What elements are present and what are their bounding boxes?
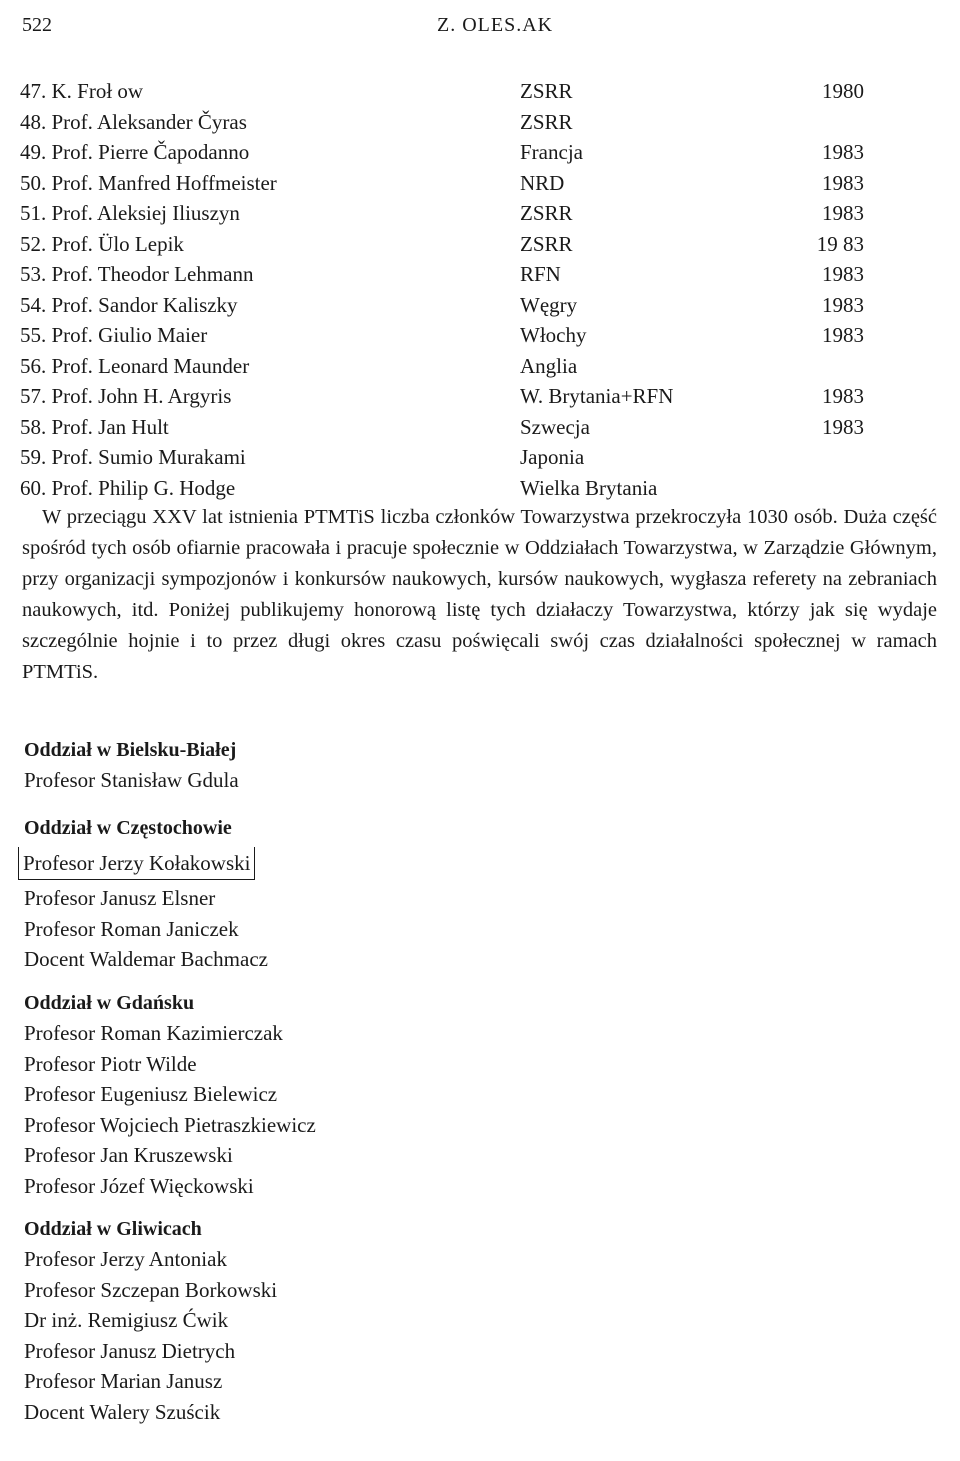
member-name-boxed: Profesor Jerzy Kołakowski [18, 847, 255, 880]
member-year: 1983 [822, 323, 864, 347]
member-country: Szwecja [520, 414, 590, 439]
member-country: ZSRR [520, 201, 573, 225]
member-name: Profesor Józef Więckowski [24, 1173, 254, 1198]
member-country: Francja [520, 140, 583, 164]
member-year: 1983 [822, 201, 864, 225]
list-item [20, 381, 900, 412]
section-heading: Oddział w Gdańsku [24, 992, 195, 1014]
list-item [20, 442, 900, 473]
member-name: Dr inż. Remigiusz Ćwik [24, 1308, 229, 1332]
member-name: Profesor Roman Janiczek [24, 916, 239, 941]
member-name: Profesor Roman Kazimierczak [24, 1021, 283, 1045]
member-name: Docent Walery Szuścik [24, 1399, 221, 1424]
member-year: 1983 [822, 292, 864, 317]
list-item [20, 198, 900, 229]
member-name: Profesor Janusz Elsner [24, 886, 216, 910]
member-year: 1983 [822, 384, 864, 408]
member-country: Anglia [520, 353, 578, 378]
list-item [20, 229, 900, 260]
member-year: 1983 [822, 170, 864, 195]
member-country: W. Brytania+RFN [520, 384, 674, 408]
member-name: Profesor Szczepan Borkowski [24, 1277, 278, 1302]
member-country: Włochy [520, 323, 587, 347]
member-year: 19 83 [816, 231, 864, 256]
page-number: 522 [22, 14, 52, 36]
list-item [20, 290, 900, 321]
section-heading: Oddział w Gliwicach [24, 1218, 202, 1240]
member-name: Profesor Eugeniusz Bielewicz [24, 1082, 278, 1106]
section-heading: Oddział w Bielsku-Białej [24, 739, 237, 761]
member-name: Profesor Stanisław Gdula [24, 768, 239, 792]
member-name: Docent Waldemar Bachmacz [24, 947, 268, 971]
member-country: ZSRR [520, 79, 573, 103]
member-country: ZSRR [520, 109, 573, 134]
member-country: Japonia [520, 445, 585, 469]
list-item [20, 320, 900, 351]
list-item [20, 351, 900, 382]
member-country: Wielka Brytania [520, 475, 658, 500]
body-paragraph: W przeciągu XXV lat istnienia PTMTiS liczba członków Towarzystwa przekroczyła 1030 osób. Duża część spośród tych osób ofiarnie pracowała i pracuje społecznie w Oddziałach Towarzystwa, w Zarządzie Głównym, przy organizacji sympozjonów i konkursów naukowych, kursów naukowych, wygłasza referety na zebraniach naukowych, itd. Poniżej publikujemy honorową listę tych działaczy Towarzystwa, którzy jak się wydaje szczególnie hojnie i to przez długi okres czasu poświęcali swój czas działalności społecznej w ramach PTMTiS. [22, 506, 937, 683]
member-year: 1983 [822, 140, 864, 164]
member-year: 1983 [822, 414, 864, 439]
member-name: 59. Prof. Sumio Murakami [20, 445, 246, 469]
member-year: 1980 [822, 79, 864, 103]
list-item [20, 137, 900, 168]
member-country: Węgry [520, 292, 578, 317]
section-gdansk [24, 988, 724, 1201]
section-czestochowa [24, 813, 724, 975]
member-country: ZSRR [520, 231, 573, 256]
member-name: 51. Prof. Aleksiej Iliuszyn [20, 201, 240, 225]
member-name: Profesor Janusz Dietrych [24, 1338, 236, 1363]
list-item [20, 473, 900, 504]
member-name: 49. Prof. Pierre Čapodanno [20, 140, 250, 164]
section-gliwice [24, 1214, 724, 1427]
member-name: Profesor Jan Kruszewski [24, 1143, 233, 1167]
honorary-members-list [20, 76, 900, 503]
member-name: Profesor Piotr Wilde [24, 1051, 197, 1076]
member-name: 58. Prof. Jan Hult [20, 414, 169, 439]
list-item [20, 107, 900, 138]
member-country: NRD [520, 170, 565, 195]
member-name: 50. Prof. Manfred Hoffmeister [20, 170, 277, 195]
list-item [20, 76, 900, 107]
member-name: Profesor Wojciech Pietraszkiewicz [24, 1112, 316, 1137]
member-country: RFN [520, 262, 561, 286]
member-name: 47. K. Froł ow [20, 79, 144, 103]
member-name: 54. Prof. Sandor Kaliszky [20, 292, 238, 317]
member-name: 48. Prof. Aleksander Čyras [20, 109, 247, 134]
list-item [20, 168, 900, 199]
member-year: 1983 [822, 262, 864, 286]
member-name: Profesor Marian Janusz [24, 1369, 223, 1393]
list-item [20, 412, 900, 443]
member-name: 57. Prof. John H. Argyris [20, 384, 232, 408]
member-name: 53. Prof. Theodor Lehmann [20, 262, 254, 286]
member-name: 55. Prof. Giulio Maier [20, 323, 208, 347]
section-bielsko-biala [24, 735, 724, 796]
running-header-author: Z. OLES.AK [437, 14, 554, 36]
member-name: 60. Prof. Philip G. Hodge [20, 475, 236, 500]
member-name: 52. Prof. Ülo Lepik [20, 231, 184, 256]
list-item [20, 259, 900, 290]
section-heading: Oddział w Częstochowie [24, 817, 232, 839]
member-name: Profesor Jerzy Antoniak [24, 1247, 227, 1271]
member-name: 56. Prof. Leonard Maunder [20, 353, 250, 378]
